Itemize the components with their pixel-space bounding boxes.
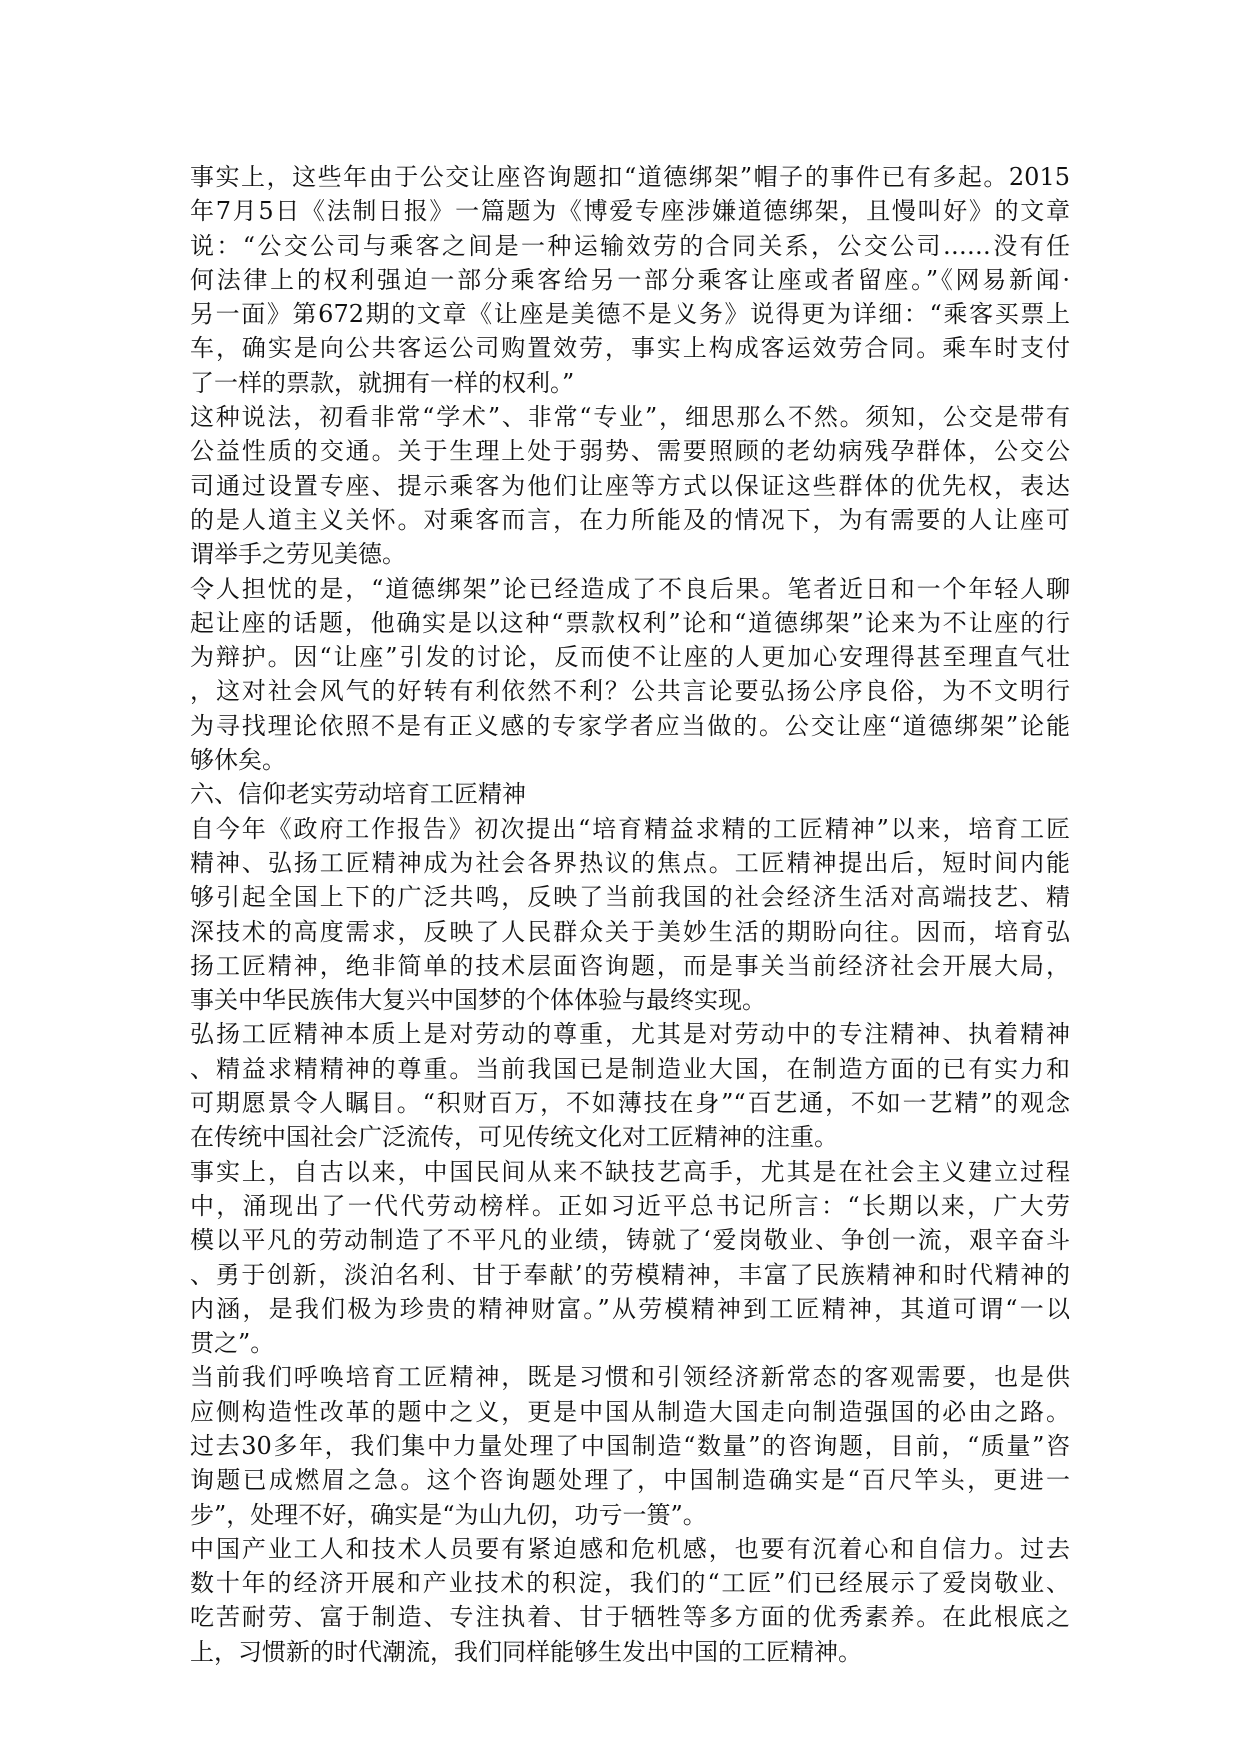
- text-line: 贯之”。: [190, 1329, 275, 1358]
- text-line: 够休矣。: [190, 746, 286, 775]
- text-line: 询题已成燃眉之急。这个咨询题处理了，中国制造确实是“百尺竿头，更进一: [190, 1466, 1070, 1495]
- text-line: 吃苦耐劳、富于制造、专注执着、甘于牺牲等多方面的优秀素养。在此根底之: [190, 1603, 1070, 1632]
- text-line: 当前我们呼唤培育工匠精神，既是习惯和引领经济新常态的客观需要，也是供: [190, 1363, 1070, 1392]
- text-line: 说：“公交公司与乘客之间是一种运输效劳的合同关系，公交公司……没有任: [190, 231, 1070, 260]
- text-line: 为辩护。因“让座”引发的讨论，反而使不让座的人更加心安理得甚至理直气壮: [190, 643, 1070, 672]
- text-line: 事实上，这些年由于公交让座咨询题扣“道德绑架”帽子的事件已有多起。2015: [190, 163, 1070, 191]
- text-line: 司通过设置专座、提示乘客为他们让座等方式以保证这些群体的优先权，表达: [190, 471, 1070, 500]
- text-line: 够引起全国上下的广泛共鸣，反映了当前我国的社会经济生活对高端技艺、精: [190, 883, 1070, 912]
- text-line: 数十年的经济开展和产业技术的积淀，我们的“工匠”们已经展示了爱岗敬业、: [190, 1569, 1070, 1598]
- text-line: 中国产业工人和技术人员要有紧迫感和危机感，也要有沉着心和自信力。过去: [190, 1534, 1070, 1563]
- text-line: 应侧构造性改革的题中之义，更是中国从制造大国走向制造强国的必由之路。: [190, 1397, 1070, 1426]
- text-line: 车，确实是向公共客运公司购置效劳，事实上构成客运效劳合同。乘车时支付: [190, 334, 1070, 363]
- text-line: 过去30多年，我们集中力量处理了中国制造“数量”的咨询题，目前，“质量”咨: [190, 1431, 1070, 1460]
- text-line: 年7月5日《法制日报》一篇题为《博爱专座涉嫌道德绑架，且慢叫好》的文章: [190, 197, 1070, 226]
- text-line: 弘扬工匠精神本质上是对劳动的尊重，尤其是对劳动中的专注精神、执着精神: [190, 1020, 1070, 1049]
- document-page: [190, 160, 1070, 1669]
- text-line: 另一面》第672期的文章《让座是美德不是义务》说得更为详细：“乘客买票上: [190, 300, 1070, 329]
- text-line: 中，涌现出了一代代劳动榜样。正如习近平总书记所言：“长期以来，广大劳: [190, 1191, 1070, 1220]
- text-line: 令人担忧的是，“道德绑架”论已经造成了不良后果。笔者近日和一个年轻人聊: [190, 574, 1070, 603]
- text-line: 这种说法，初看非常“学术”、非常“专业”，细思那么不然。须知，公交是带有: [190, 403, 1070, 432]
- text-line: 何法律上的权利强迫一部分乘客给另一部分乘客让座或者留座。”《网易新闻·: [190, 265, 1070, 294]
- text-line: 可期愿景令人瞩目。“积财百万，不如薄技在身”“百艺通，不如一艺精”的观念: [190, 1089, 1070, 1118]
- text-line: 事关中华民族伟大复兴中国梦的个体体验与最终实现。: [190, 986, 766, 1015]
- text-line: ，这对社会风气的好转有利依然不利？公共言论要弘扬公序良俗，为不文明行: [190, 677, 1070, 706]
- text-line: 事实上，自古以来，中国民间从来不缺技艺高手，尤其是在社会主义建立过程: [190, 1157, 1070, 1186]
- text-line: 公益性质的交通。关于生理上处于弱势、需要照顾的老幼病残孕群体，公交公: [190, 437, 1070, 466]
- text-line: 、精益求精精神的尊重。当前我国已是制造业大国，在制造方面的已有实力和: [190, 1054, 1070, 1083]
- text-line: 起让座的话题，他确实是以这种“票款权利”论和“道德绑架”论来为不让座的行: [190, 608, 1070, 637]
- text-line: 在传统中国社会广泛流传，可见传统文化对工匠精神的注重。: [190, 1123, 838, 1152]
- text-line: 精神、弘扬工匠精神成为社会各界热议的焦点。工匠精神提出后，短时间内能: [190, 848, 1070, 877]
- text-line: 、勇于创新，淡泊名利、甘于奉献’的劳模精神，丰富了民族精神和时代精神的: [190, 1260, 1070, 1289]
- text-line: 深技术的高度需求，反映了人民群众关于美妙生活的期盼向往。因而，培育弘: [190, 917, 1070, 946]
- text-line: 谓举手之劳见美德。: [190, 540, 406, 569]
- text-line: 了一样的票款，就拥有一样的权利。”: [190, 368, 575, 397]
- text-line: 内涵，是我们极为珍贵的精神财富。”从劳模精神到工匠精神，其道可谓“一以: [190, 1294, 1070, 1323]
- text-line: 模以平凡的劳动制造了不平凡的业绩，铸就了‘爱岗敬业、争创一流，艰辛奋斗: [190, 1226, 1070, 1255]
- text-line: 上，习惯新的时代潮流，我们同样能够生发出中国的工匠精神。: [190, 1637, 862, 1666]
- text-line: 步”，处理不好，确实是“为山九仞，功亏一篑”。: [190, 1500, 707, 1529]
- text-line: 自今年《政府工作报告》初次提出“培育精益求精的工匠精神”以来，培育工匠: [190, 814, 1070, 843]
- text-line: 的是人道主义关怀。对乘客而言，在力所能及的情况下，为有需要的人让座可: [190, 505, 1070, 534]
- text-line: 为寻找理论依照不是有正义感的专家学者应当做的。公交让座“道德绑架”论能: [190, 711, 1070, 740]
- text-line: 扬工匠精神，绝非简单的技术层面咨询题，而是事关当前经济社会开展大局，: [190, 951, 1070, 980]
- section-heading: 六、信仰老实劳动培育工匠精神: [190, 780, 526, 809]
